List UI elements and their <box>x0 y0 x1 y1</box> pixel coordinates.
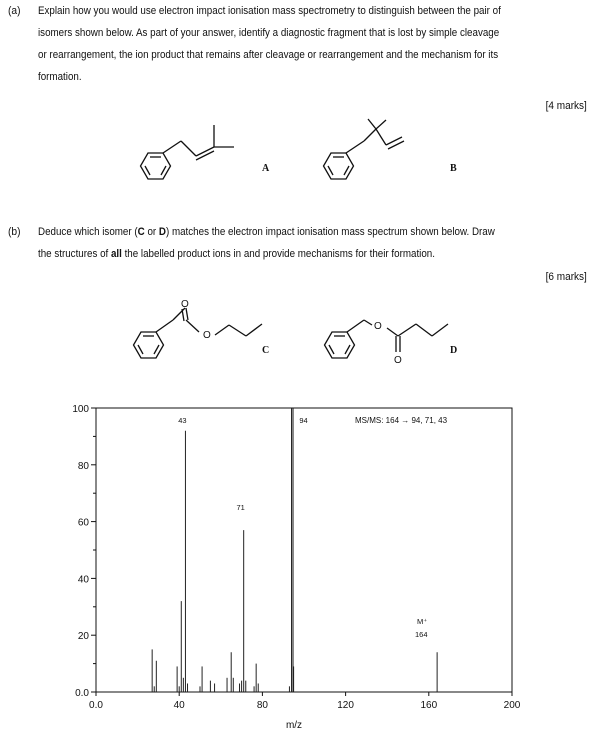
isomer-label-d: D <box>450 345 458 356</box>
molecular-ion-value: 164 <box>415 630 428 639</box>
ms-ms-annotation: MS/MS: 164 → 94, 71, 43 <box>355 416 448 425</box>
bond <box>346 141 364 153</box>
peak-label: 43 <box>178 416 187 425</box>
x-tick-label: 40 <box>173 700 185 711</box>
part-a-line: or rearrangement, the ion product that remains after cleavage or rearrangement and the mechanism for its <box>38 49 499 61</box>
peak-label: 71 <box>236 503 245 513</box>
bond <box>181 141 196 156</box>
bond <box>376 120 386 129</box>
part-b-marks: [6 marks] <box>545 271 587 283</box>
x-tick-label: 160 <box>420 700 438 711</box>
oxygen-atom: O <box>181 299 189 310</box>
y-tick-label: 20 <box>77 631 89 643</box>
oxygen-atom: O <box>203 330 211 341</box>
part-a-text <box>38 0 501 88</box>
bond <box>196 147 214 156</box>
x-axis-label: m/z <box>285 720 303 731</box>
part-a-line: formation. <box>38 71 82 83</box>
part-a-line: isomers shown below. As part of your answer, identify a diagnostic fragment that is lost by simple cleavage <box>38 27 500 39</box>
mass-spectrum-chart <box>0 395 595 735</box>
oxygen-atom: O <box>394 355 402 366</box>
x-tick-label: 80 <box>256 700 268 711</box>
oxygen-atom: O <box>374 321 382 332</box>
isomer-label-a: A <box>262 163 270 174</box>
part-a-marks: [4 marks] <box>545 100 587 112</box>
y-tick-label: 40 <box>77 574 89 586</box>
y-tick-label: 60 <box>77 517 89 529</box>
bond <box>364 129 376 141</box>
part-b-line-1: Deduce which isomer (C or D) matches the electron impact ionisation mass spectrum shown below. Draw <box>38 226 495 238</box>
isomers-a-b <box>0 115 595 195</box>
x-tick-label: 0.0 <box>89 700 103 711</box>
x-tick-label: 120 <box>337 700 354 711</box>
bond <box>376 129 386 145</box>
isomer-label-c: C <box>262 345 270 356</box>
y-tick-label: 0.0 <box>75 688 89 699</box>
y-tick-label: 80 <box>77 460 89 472</box>
y-tick-label: 100 <box>72 404 89 415</box>
part-a-line: Explain how you would use electron impact ionisation mass spectrometry to distinguish between the pair of <box>38 5 501 17</box>
part-b-label: (b) <box>8 226 21 238</box>
part-b-text <box>38 221 495 265</box>
isomer-label-b: B <box>450 163 457 174</box>
part-a-label: (a) <box>8 5 21 17</box>
bond <box>368 119 376 129</box>
x-tick-label: 200 <box>503 700 521 711</box>
plot-frame <box>96 408 512 692</box>
part-b-line-2: the structures of all the labelled product ions in and provide mechanisms for their formation. <box>38 248 435 260</box>
bond <box>163 141 181 153</box>
peak-label: 94 <box>299 416 308 425</box>
molecular-ion-label: M⁺ <box>417 617 428 626</box>
isomers-c-d <box>0 292 595 372</box>
double-bond <box>196 151 214 160</box>
